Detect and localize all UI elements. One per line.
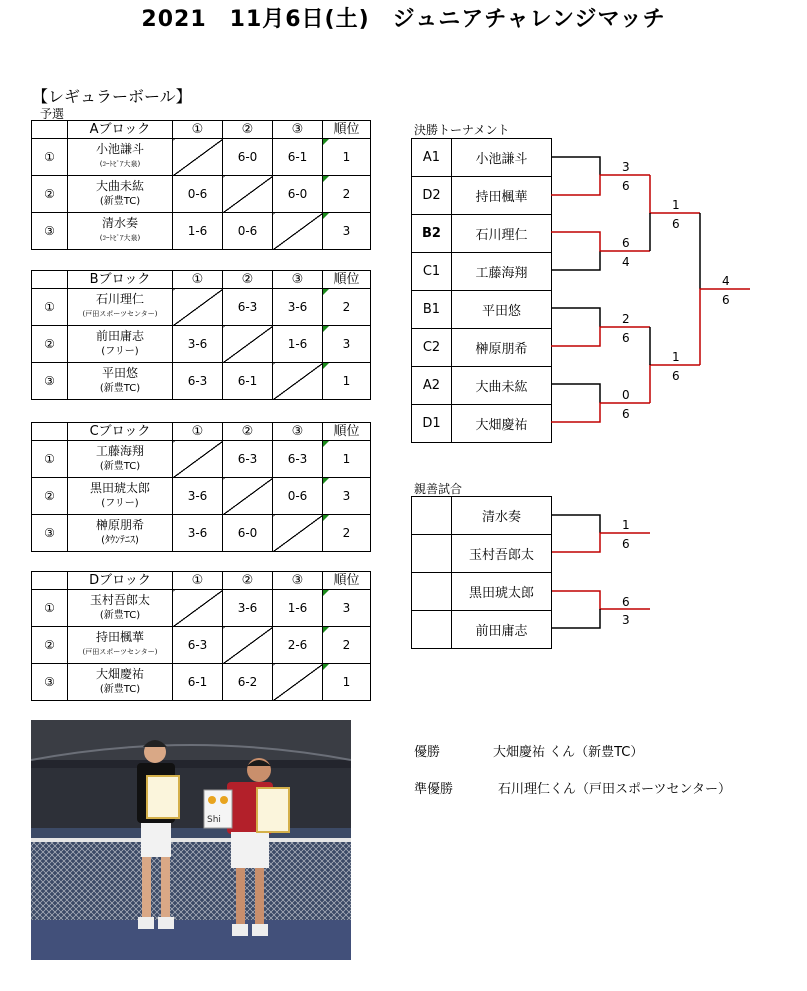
- opponent-col-header: ③: [273, 423, 323, 441]
- score-r2-m1-top: 1: [672, 198, 680, 212]
- player-club: (新豊TC): [99, 684, 141, 695]
- bracket-line-d2: [551, 175, 650, 195]
- player-name: 黒田琥太郎: [89, 481, 150, 495]
- friendly-blank-cell: [412, 497, 452, 535]
- tournament-player-name: 平田悠: [452, 291, 552, 329]
- score-final-bottom: 6: [722, 293, 730, 307]
- player-name: 工藤海翔: [95, 444, 144, 458]
- friendly-blank-cell: [412, 535, 452, 573]
- score-r1-m1-bottom: 6: [622, 179, 630, 193]
- winner-label: 優勝: [414, 745, 441, 760]
- friendly-entry: [412, 573, 552, 611]
- player-rank: 1: [323, 139, 371, 176]
- friendly-blank-cell: [412, 573, 452, 611]
- match-score: 1-6: [273, 326, 323, 363]
- award-photo: [31, 720, 351, 960]
- score-r1-m1-top: 3: [622, 160, 630, 174]
- player-rank: 3: [323, 213, 371, 250]
- friendly-score-1-top: 1: [622, 518, 630, 532]
- player-name: 持田楓華: [95, 630, 144, 644]
- score-r1-m2-bottom: 4: [622, 255, 630, 269]
- player-rank: 3: [323, 478, 371, 515]
- match-score: 2-6: [273, 627, 323, 664]
- rank-col-header: 順位: [323, 572, 371, 590]
- player-rank: 2: [323, 515, 371, 552]
- friendly-score-1-bottom: 6: [622, 537, 630, 551]
- player-number: ①: [32, 441, 68, 478]
- tournament-seed: D1: [412, 405, 452, 443]
- tournament-player-name: 大曲未紘: [452, 367, 552, 405]
- opponent-col-header: ③: [273, 271, 323, 289]
- player-number: ②: [32, 478, 68, 515]
- score-r1-m2-top: 6: [622, 236, 630, 250]
- player-rank: 1: [323, 363, 371, 400]
- tournament-label: 決勝トーナメント: [414, 123, 510, 137]
- player-club: (フリー): [101, 498, 139, 509]
- player-club: (ﾀｳﾝﾃﾆｽ): [101, 535, 139, 546]
- player-number: ②: [32, 176, 68, 213]
- player-name: 榊原朋希: [95, 518, 144, 532]
- block-name: Dブロック: [68, 572, 173, 590]
- match-score: 6-3: [273, 441, 323, 478]
- match-score: 3-6: [173, 326, 223, 363]
- match-score: 6-3: [173, 363, 223, 400]
- player-club: (新豊TC): [99, 461, 141, 472]
- match-score: 6-3: [223, 289, 273, 326]
- tournament-seed: D2: [412, 177, 452, 215]
- player-number: ①: [32, 590, 68, 627]
- player-number: ③: [32, 515, 68, 552]
- match-score: 1-6: [173, 213, 223, 250]
- player-number: ①: [32, 139, 68, 176]
- friendly-label: 親善試合: [414, 482, 463, 496]
- player-rank: 3: [323, 326, 371, 363]
- opponent-col-header: ②: [223, 572, 273, 590]
- player-number: ①: [32, 289, 68, 326]
- bracket-line-b1: [551, 308, 600, 327]
- opponent-col-header: ②: [223, 423, 273, 441]
- friendly-line-4: [551, 609, 600, 628]
- friendly-table: [411, 496, 552, 649]
- player-rank: 3: [323, 590, 371, 627]
- tournament-player-name: 榊原朋希: [452, 329, 552, 367]
- friendly-blank-cell: [412, 611, 452, 649]
- match-score: 6-3: [173, 627, 223, 664]
- opponent-col-header: ①: [173, 423, 223, 441]
- player-number: ③: [32, 363, 68, 400]
- score-r2-m2-bottom: 6: [672, 369, 680, 383]
- block-name: Aブロック: [68, 121, 173, 139]
- friendly-player-name: 前田庸志: [452, 611, 552, 649]
- tournament-player-name: 持田楓華: [452, 177, 552, 215]
- player-number: ②: [32, 627, 68, 664]
- match-score: 1-6: [273, 590, 323, 627]
- tournament-player-name: 大畑慶祐: [452, 405, 552, 443]
- rank-col-header: 順位: [323, 121, 371, 139]
- opponent-col-header: ①: [173, 572, 223, 590]
- player-club: (新豊TC): [99, 196, 141, 207]
- runner-up-name: 石川理仁くん（戸田スポーツセンター）: [498, 782, 731, 797]
- player-name: 前田庸志: [95, 329, 144, 343]
- friendly-score-2-top: 6: [622, 595, 630, 609]
- match-score: 6-2: [223, 664, 273, 701]
- friendly-player-name: 清水奏: [452, 497, 552, 535]
- player-name: 平田悠: [101, 366, 138, 380]
- friendly-entry: [412, 497, 552, 535]
- match-score: 6-0: [223, 515, 273, 552]
- player-club: (戸田スポーツセンター): [82, 648, 158, 656]
- tournament-seed: B2: [412, 215, 452, 253]
- player-rank: 2: [323, 627, 371, 664]
- player-name: 石川理仁: [95, 292, 144, 306]
- bracket-line-c1: [551, 251, 600, 270]
- player-number: ③: [32, 664, 68, 701]
- tournament-seed: A2: [412, 367, 452, 405]
- score-r1-m4-bottom: 6: [622, 407, 630, 421]
- rank-col-header: 順位: [323, 271, 371, 289]
- match-score: 6-0: [223, 139, 273, 176]
- match-score: 6-3: [223, 441, 273, 478]
- player-club: (新豊TC): [99, 610, 141, 621]
- match-score: 3-6: [273, 289, 323, 326]
- tournament-player-name: 小池謙斗: [452, 139, 552, 177]
- match-score: 0-6: [173, 176, 223, 213]
- rank-col-header: 順位: [323, 423, 371, 441]
- friendly-line-1: [551, 515, 600, 533]
- friendly-score-2-bottom: 3: [622, 613, 630, 627]
- player-club: (フリー): [101, 346, 139, 357]
- opponent-col-header: ①: [173, 271, 223, 289]
- player-rank: 2: [323, 289, 371, 326]
- player-number: ②: [32, 326, 68, 363]
- player-rank: 1: [323, 441, 371, 478]
- bracket-line-c2: [551, 327, 650, 346]
- award-photo-illustration: [31, 720, 351, 960]
- match-score: 6-0: [273, 176, 323, 213]
- player-name: 大畑慶祐: [95, 667, 144, 681]
- match-score: 3-6: [173, 478, 223, 515]
- winner-name: 大畑慶祐 くん（新豊TC）: [493, 745, 644, 760]
- opponent-col-header: ①: [173, 121, 223, 139]
- player-club: (新豊TC): [99, 383, 141, 394]
- tournament-seed: C2: [412, 329, 452, 367]
- tournament-player-name: 石川理仁: [452, 215, 552, 253]
- friendly-entry: [412, 611, 552, 649]
- friendly-line-2: [551, 533, 650, 552]
- player-club: (ｺｰﾄﾋﾟｱ大泉): [99, 160, 141, 168]
- player-name: 大曲未紘: [95, 179, 144, 193]
- player-name: 玉村吾郎太: [89, 593, 150, 607]
- opponent-col-header: ②: [223, 271, 273, 289]
- block-name: Cブロック: [68, 423, 173, 441]
- friendly-entry: [412, 535, 552, 573]
- player-name: 清水奏: [101, 216, 138, 230]
- prelim-label: 予選: [40, 107, 65, 121]
- tournament-seed: B1: [412, 291, 452, 329]
- score-r1-m3-top: 2: [622, 312, 630, 326]
- score-r1-m3-bottom: 6: [622, 331, 630, 345]
- section-title: 【レギュラーボール】: [32, 87, 192, 106]
- runner-up-label: 準優勝: [414, 782, 454, 797]
- match-score: 0-6: [273, 478, 323, 515]
- friendly-player-name: 玉村吾郎太: [452, 535, 552, 573]
- tournament-player-name: 工藤海翔: [452, 253, 552, 291]
- friendly-player-name: 黒田琥太郎: [452, 573, 552, 611]
- player-name: 小池謙斗: [95, 142, 144, 156]
- player-rank: 1: [323, 664, 371, 701]
- friendly-line-3: [551, 591, 650, 609]
- opponent-col-header: ②: [223, 121, 273, 139]
- player-club: (ｺｰﾄﾋﾟｱ大泉): [99, 234, 141, 242]
- score-final-top: 4: [722, 274, 730, 288]
- opponent-col-header: ③: [273, 121, 323, 139]
- bracket-line-d1: [551, 403, 650, 422]
- bracket-line-a2: [551, 384, 600, 403]
- match-score: 0-6: [223, 213, 273, 250]
- player-number: ③: [32, 213, 68, 250]
- bracket-line-b2: [551, 232, 650, 251]
- score-r2-m2-top: 1: [672, 350, 680, 364]
- tournament-seed: C1: [412, 253, 452, 291]
- match-score: 3-6: [173, 515, 223, 552]
- opponent-col-header: ③: [273, 572, 323, 590]
- score-r1-m4-top: 0: [622, 388, 630, 402]
- match-score: 6-1: [173, 664, 223, 701]
- tournament-seed: A1: [412, 139, 452, 177]
- player-rank: 2: [323, 176, 371, 213]
- block-name: Bブロック: [68, 271, 173, 289]
- photo-sign-text: Shi: [207, 815, 221, 825]
- page-title: 2021 11月6日(土) ジュニアチャレンジマッチ: [141, 7, 666, 32]
- bracket-line-a1: [551, 157, 600, 175]
- match-score: 6-1: [223, 363, 273, 400]
- match-score: 3-6: [223, 590, 273, 627]
- match-score: 6-1: [273, 139, 323, 176]
- score-r2-m1-bottom: 6: [672, 217, 680, 231]
- player-club: (戸田スポーツセンター): [82, 310, 158, 318]
